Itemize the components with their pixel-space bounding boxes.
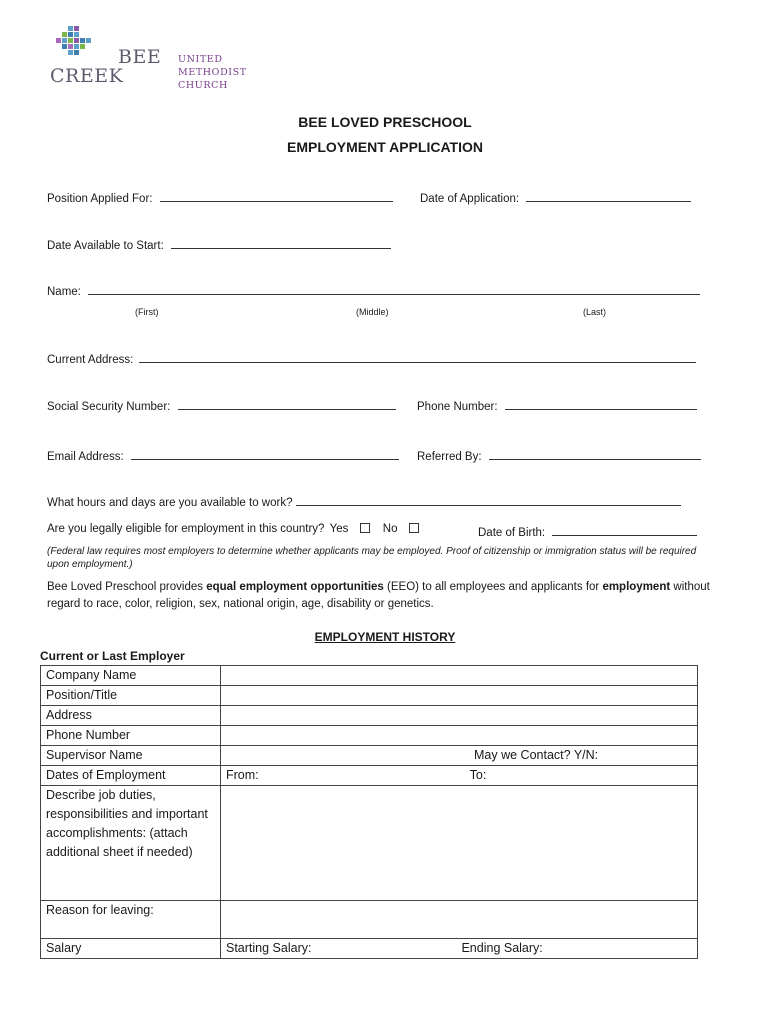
job-duties-input[interactable] <box>221 786 698 901</box>
yes-checkbox[interactable] <box>360 523 370 533</box>
federal-law-note: (Federal law requires most employers to determine whether applicants may be employed. Proof of citizenship or immigration status will be required upon employment.) <box>47 546 697 570</box>
referred-label: Referred By: <box>417 451 482 463</box>
church-logo <box>50 26 247 92</box>
salary-label: Salary <box>41 939 221 959</box>
eeo-bold-2: employment <box>602 581 671 593</box>
hours-input-line[interactable] <box>296 493 681 506</box>
company-name-label: Company Name <box>41 666 221 686</box>
ssn-input-line[interactable] <box>178 397 396 410</box>
job-duties-label: Describe job duties, responsibilities and important accomplishments: (attach additional sheet if needed) <box>41 786 221 901</box>
current-employer-label: Current or Last Employer <box>40 649 185 663</box>
dates-employment-label: Dates of Employment <box>41 766 221 786</box>
table-row <box>41 786 698 901</box>
yes-label: Yes <box>329 523 349 535</box>
dob-field[interactable] <box>478 523 697 539</box>
referred-field[interactable] <box>417 447 701 463</box>
eeo-text-3: without regard to race, color, religion, sex, national origin, age, disability or genetics. <box>47 581 710 610</box>
employment-history-table <box>40 665 698 959</box>
eligibility-field <box>47 523 429 535</box>
email-input-line[interactable] <box>131 447 399 460</box>
date-available-label: Date Available to Start: <box>47 240 164 252</box>
first-name-caption: (First) <box>135 307 159 317</box>
last-name-caption: (Last) <box>583 307 607 317</box>
date-available-field[interactable] <box>47 236 391 252</box>
dates-employment-input[interactable] <box>221 766 698 786</box>
phone-field[interactable] <box>417 397 697 413</box>
starting-salary-label: Starting Salary: <box>226 941 312 955</box>
table-row <box>41 686 698 706</box>
date-application-input-line[interactable] <box>526 189 691 202</box>
to-label: To: <box>469 768 487 782</box>
employer-phone-input[interactable] <box>221 726 698 746</box>
table-row <box>41 939 698 959</box>
name-label: Name: <box>47 286 81 298</box>
salary-input[interactable] <box>221 939 698 959</box>
no-label: No <box>382 523 398 535</box>
supervisor-name-input[interactable] <box>221 746 698 766</box>
eeo-text-2: (EEO) to all employees and applicants for <box>383 581 603 593</box>
name-field[interactable] <box>47 282 700 298</box>
from-label: From: <box>226 768 259 782</box>
supervisor-name-label: Supervisor Name <box>41 746 221 766</box>
employer-address-label: Address <box>41 706 221 726</box>
middle-name-caption: (Middle) <box>356 307 389 317</box>
dob-input-line[interactable] <box>552 523 697 536</box>
date-application-label: Date of Application: <box>420 193 520 205</box>
page-title: BEE LOVED PRESCHOOL <box>298 114 472 130</box>
logo-united-text: UNITED <box>178 54 223 65</box>
name-input-line[interactable] <box>88 282 700 295</box>
logo-church-text: CHURCH <box>178 80 228 91</box>
eeo-bold-1: equal employment opportunities <box>206 581 384 593</box>
ssn-field[interactable] <box>47 397 396 413</box>
may-contact-label: May we Contact? Y/N: <box>474 748 599 762</box>
date-application-field[interactable] <box>420 189 691 205</box>
page-subtitle: EMPLOYMENT APPLICATION <box>287 139 483 155</box>
no-checkbox[interactable] <box>409 523 419 533</box>
hours-label: What hours and days are you available to work? <box>47 497 293 509</box>
table-row <box>41 706 698 726</box>
logo-bee-text: BEE <box>118 46 162 68</box>
logo-methodist-text: METHODIST <box>178 67 247 78</box>
reason-leaving-input[interactable] <box>221 901 698 939</box>
eeo-statement <box>47 579 727 613</box>
address-input-line[interactable] <box>139 350 696 363</box>
date-available-input-line[interactable] <box>171 236 391 249</box>
ssn-label: Social Security Number: <box>47 401 171 413</box>
reason-leaving-label: Reason for leaving: <box>41 901 221 939</box>
hours-field[interactable] <box>47 493 681 509</box>
table-row <box>41 901 698 939</box>
address-label: Current Address: <box>47 354 134 366</box>
referred-input-line[interactable] <box>489 447 701 460</box>
table-row <box>41 766 698 786</box>
phone-label: Phone Number: <box>417 401 498 413</box>
position-input-line[interactable] <box>160 189 393 202</box>
logo-creek-text: CREEK <box>50 65 124 87</box>
cross-mosaic-icon <box>50 26 95 62</box>
employer-phone-label: Phone Number <box>41 726 221 746</box>
email-label: Email Address: <box>47 451 124 463</box>
address-field[interactable] <box>47 350 696 366</box>
employment-history-title: EMPLOYMENT HISTORY <box>314 630 456 644</box>
eeo-text-1: Bee Loved Preschool provides <box>47 581 207 593</box>
ending-salary-label: Ending Salary: <box>461 941 543 955</box>
position-field[interactable] <box>47 189 393 205</box>
position-title-label: Position/Title <box>41 686 221 706</box>
position-title-input[interactable] <box>221 686 698 706</box>
email-field[interactable] <box>47 447 399 463</box>
company-name-input[interactable] <box>221 666 698 686</box>
eligibility-label: Are you legally eligible for employment in this country? <box>47 523 325 535</box>
dob-label: Date of Birth: <box>478 527 546 539</box>
phone-input-line[interactable] <box>505 397 697 410</box>
table-row <box>41 666 698 686</box>
table-row <box>41 746 698 766</box>
table-row <box>41 726 698 746</box>
employer-address-input[interactable] <box>221 706 698 726</box>
position-label: Position Applied For: <box>47 193 153 205</box>
